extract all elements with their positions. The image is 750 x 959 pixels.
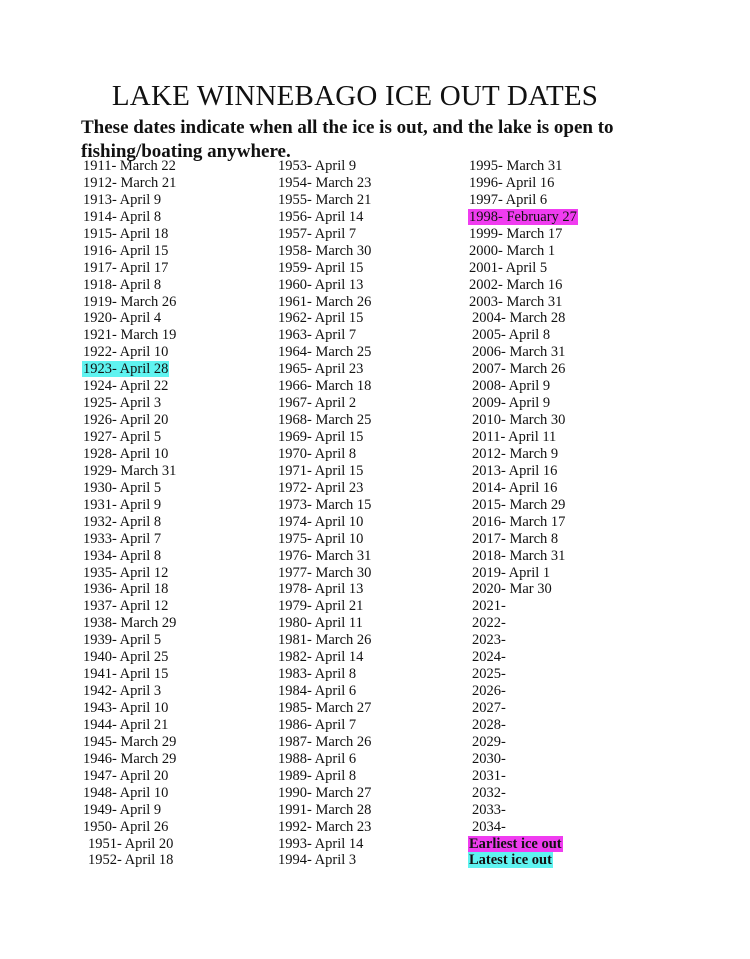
ice-out-date-text: 2024- — [472, 649, 506, 666]
ice-out-entry — [277, 344, 372, 361]
ice-out-date-text: 1946- March 29 — [83, 750, 177, 767]
ice-out-date-text: 1985- March 27 — [278, 700, 372, 716]
ice-out-entry — [277, 243, 372, 260]
ice-out-entry — [468, 294, 578, 311]
ice-out-entry — [468, 226, 578, 243]
ice-out-entry — [82, 852, 177, 869]
ice-out-entry — [82, 243, 177, 260]
ice-out-entry — [468, 514, 578, 531]
ice-out-entry — [277, 751, 372, 768]
ice-out-entry — [468, 751, 578, 768]
ice-out-date-text: 1974- April 10 — [278, 513, 364, 530]
ice-out-entry — [82, 192, 177, 209]
ice-out-entry — [82, 497, 177, 514]
ice-out-entry — [277, 158, 372, 175]
ice-out-date-text: 1960- April 13 — [278, 276, 364, 293]
ice-out-entry — [468, 446, 578, 463]
ice-out-entry — [82, 717, 177, 734]
ice-out-date-text: 1927- April 5 — [83, 429, 162, 445]
ice-out-entry — [82, 260, 177, 277]
ice-out-date-text: 1971- April 15 — [278, 462, 364, 479]
ice-out-date-text: 1938- March 29 — [83, 615, 177, 632]
ice-out-date-text: 2026- — [472, 683, 506, 700]
ice-out-date-text: 1936- April 18 — [83, 581, 169, 598]
legend-earliest-label: Earliest ice out — [469, 835, 562, 852]
ice-out-entry — [277, 361, 372, 378]
ice-out-date-text: 1923- April 28 — [83, 361, 169, 378]
ice-out-entry — [82, 429, 177, 446]
ice-out-entry — [277, 175, 372, 192]
ice-out-entry — [277, 565, 372, 582]
ice-out-entry — [82, 209, 177, 226]
ice-out-date-text: 1950- April 26 — [83, 818, 169, 835]
ice-out-date-text: 1944- April 21 — [83, 716, 169, 733]
ice-out-date-text: 1961- March 26 — [278, 293, 372, 310]
ice-out-date-text: 2034- — [472, 818, 506, 835]
ice-out-date-text: 1916- April 15 — [83, 242, 169, 259]
ice-out-date-text: 1990- March 27 — [278, 784, 372, 801]
ice-out-entry — [468, 209, 578, 226]
ice-out-date-text: 1932- April 8 — [83, 513, 162, 530]
ice-out-date-text: 2004- March 28 — [472, 310, 566, 327]
ice-out-entry — [468, 615, 578, 632]
ice-out-entry — [277, 497, 372, 514]
ice-out-entry — [82, 598, 177, 615]
ice-out-date-text: 2032- — [472, 784, 506, 801]
ice-out-entry — [468, 531, 578, 548]
ice-out-entry — [277, 700, 372, 717]
ice-out-date-text: 1998- February 27 — [469, 208, 577, 225]
ice-out-date-text: 1935- April 12 — [83, 564, 169, 581]
ice-out-entry — [277, 429, 372, 446]
ice-out-entry — [82, 412, 177, 429]
ice-out-entry — [277, 378, 372, 395]
ice-out-date-text: 1963- April 7 — [278, 327, 357, 344]
ice-out-date-text: 1976- March 31 — [278, 547, 372, 564]
ice-out-date-text: 1979- April 21 — [278, 598, 364, 615]
ice-out-date-text: 1977- March 30 — [278, 564, 372, 581]
ice-out-entry — [277, 598, 372, 615]
ice-out-entry — [468, 785, 578, 802]
ice-out-date-text: 2001- April 5 — [469, 259, 548, 276]
ice-out-date-text: 1929- March 31 — [83, 462, 177, 479]
ice-out-date-text: 2021- — [472, 598, 506, 615]
ice-out-date-text: 1968- March 25 — [278, 412, 372, 429]
ice-out-entry — [277, 294, 372, 311]
ice-out-entry — [82, 446, 177, 463]
ice-out-entry — [82, 310, 177, 327]
ice-out-entry — [468, 768, 578, 785]
ice-out-date-text: 2029- — [472, 733, 506, 750]
ice-out-entry — [468, 310, 578, 327]
ice-out-entry — [468, 378, 578, 395]
ice-out-entry — [82, 751, 177, 768]
ice-out-date-text: 1992- March 23 — [278, 818, 372, 835]
ice-out-date-text: 2014- April 16 — [472, 479, 558, 496]
ice-out-date-text: 1966- March 18 — [278, 378, 372, 395]
dates-column-3 — [468, 158, 578, 869]
ice-out-date-text: 1972- April 23 — [278, 479, 364, 496]
ice-out-entry — [277, 802, 372, 819]
ice-out-entry — [468, 395, 578, 412]
ice-out-date-text: 2023- — [472, 632, 506, 649]
ice-out-entry — [277, 852, 372, 869]
ice-out-date-text: 2015- March 29 — [472, 496, 566, 513]
ice-out-entry — [468, 344, 578, 361]
ice-out-entry — [468, 548, 578, 565]
ice-out-entry — [277, 819, 372, 836]
ice-out-entry — [468, 565, 578, 582]
ice-out-date-text: 2000- March 1 — [469, 242, 556, 259]
ice-out-date-text: 1951- April 20 — [88, 835, 174, 852]
ice-out-date-text: 1911- March 22 — [83, 158, 176, 174]
ice-out-entry — [82, 615, 177, 632]
ice-out-date-text: 1958- March 30 — [278, 242, 372, 259]
ice-out-date-text: 1997- April 6 — [469, 191, 548, 208]
ice-out-date-text: 1948- April 10 — [83, 784, 169, 801]
ice-out-date-text: 1980- April 11 — [278, 615, 363, 632]
ice-out-date-text: 1931- April 9 — [83, 496, 162, 513]
ice-out-entry — [468, 175, 578, 192]
dates-column-2 — [277, 158, 372, 869]
ice-out-date-text: 2019- April 1 — [472, 564, 551, 581]
ice-out-date-text: 1918- April 8 — [83, 276, 162, 293]
ice-out-date-text: 1991- March 28 — [278, 801, 372, 818]
ice-out-date-text: 1941- April 15 — [83, 666, 169, 683]
ice-out-date-text: 1912- March 21 — [83, 174, 177, 191]
ice-out-entry — [468, 819, 578, 836]
ice-out-entry — [277, 514, 372, 531]
ice-out-entry — [82, 175, 177, 192]
ice-out-entry — [277, 717, 372, 734]
ice-out-entry — [82, 514, 177, 531]
ice-out-date-text: 1959- April 15 — [278, 259, 364, 276]
ice-out-date-text: 1996- April 16 — [469, 174, 555, 191]
ice-out-entry — [82, 802, 177, 819]
ice-out-date-text: 2006- March 31 — [472, 344, 566, 361]
ice-out-date-text: 2022- — [472, 615, 506, 632]
ice-out-entry — [277, 463, 372, 480]
ice-out-entry — [277, 327, 372, 344]
legend-latest — [468, 852, 578, 869]
ice-out-date-text: 1962- April 15 — [278, 310, 364, 327]
ice-out-date-text: 1994- April 3 — [278, 852, 357, 869]
ice-out-date-text: 1987- March 26 — [278, 733, 372, 750]
ice-out-entry — [468, 497, 578, 514]
ice-out-entry — [468, 327, 578, 344]
ice-out-entry — [82, 836, 177, 853]
ice-out-date-text: 1914- April 8 — [83, 208, 162, 225]
ice-out-date-text: 1913- April 9 — [83, 191, 162, 208]
ice-out-entry — [468, 598, 578, 615]
ice-out-date-text: 1954- March 23 — [278, 174, 372, 191]
ice-out-date-text: 1942- April 3 — [83, 683, 162, 700]
ice-out-entry — [468, 734, 578, 751]
ice-out-entry — [82, 327, 177, 344]
ice-out-entry — [277, 480, 372, 497]
ice-out-date-text: 1969- April 15 — [278, 429, 364, 445]
ice-out-date-text: 1983- April 8 — [278, 666, 357, 683]
ice-out-entry — [82, 158, 177, 175]
ice-out-entry — [277, 785, 372, 802]
ice-out-date-text: 1940- April 25 — [83, 649, 169, 666]
ice-out-date-text: 1947- April 20 — [83, 767, 169, 784]
ice-out-entry — [277, 548, 372, 565]
ice-out-entry — [82, 294, 177, 311]
ice-out-entry — [277, 395, 372, 412]
ice-out-date-text: 1995- March 31 — [469, 158, 563, 174]
ice-out-entry — [82, 785, 177, 802]
ice-out-entry — [468, 649, 578, 666]
ice-out-entry — [82, 768, 177, 785]
ice-out-date-text: 1949- April 9 — [83, 801, 162, 818]
ice-out-entry — [82, 548, 177, 565]
page-title: LAKE WINNEBAGO ICE OUT DATES — [111, 80, 599, 112]
ice-out-entry — [82, 632, 177, 649]
ice-out-entry — [277, 209, 372, 226]
ice-out-entry — [277, 192, 372, 209]
ice-out-date-text: 1956- April 14 — [278, 208, 364, 225]
ice-out-entry — [82, 463, 177, 480]
ice-out-entry — [468, 632, 578, 649]
ice-out-entry — [277, 531, 372, 548]
ice-out-date-text: 1919- March 26 — [83, 293, 177, 310]
ice-out-date-text: 1928- April 10 — [83, 445, 169, 462]
ice-out-entry — [468, 717, 578, 734]
ice-out-date-text: 1970- April 8 — [278, 445, 357, 462]
ice-out-date-text: 2025- — [472, 666, 506, 683]
ice-out-date-text: 1937- April 12 — [83, 598, 169, 615]
ice-out-entry — [468, 260, 578, 277]
ice-out-entry — [468, 480, 578, 497]
ice-out-entry — [468, 277, 578, 294]
legend-earliest — [468, 836, 578, 853]
ice-out-entry — [82, 226, 177, 243]
ice-out-date-text: 1915- April 18 — [83, 225, 169, 242]
ice-out-date-text: 2016- March 17 — [472, 513, 566, 530]
ice-out-entry — [468, 666, 578, 683]
ice-out-entry — [277, 734, 372, 751]
ice-out-date-text: 2020- Mar 30 — [472, 581, 552, 598]
ice-out-entry — [82, 531, 177, 548]
ice-out-date-text: 1943- April 10 — [83, 700, 169, 716]
ice-out-date-text: 1973- March 15 — [278, 496, 372, 513]
ice-out-date-text: 1939- April 5 — [83, 632, 162, 649]
ice-out-date-text: 2011- April 11 — [472, 429, 557, 445]
ice-out-date-text: 2017- March 8 — [472, 530, 559, 547]
ice-out-date-text: 1986- April 7 — [278, 716, 357, 733]
ice-out-entry — [468, 429, 578, 446]
ice-out-entry — [82, 666, 177, 683]
ice-out-date-text: 1920- April 4 — [83, 310, 162, 327]
ice-out-entry — [277, 615, 372, 632]
ice-out-entry — [82, 565, 177, 582]
ice-out-date-text: 1924- April 22 — [83, 378, 169, 395]
ice-out-entry — [82, 819, 177, 836]
ice-out-entry — [277, 632, 372, 649]
ice-out-date-text: 1981- March 26 — [278, 632, 372, 649]
ice-out-entry — [277, 226, 372, 243]
ice-out-entry — [277, 768, 372, 785]
ice-out-entry — [468, 802, 578, 819]
ice-out-date-text: 1934- April 8 — [83, 547, 162, 564]
ice-out-date-text: 2018- March 31 — [472, 547, 566, 564]
ice-out-date-text: 1953- April 9 — [278, 158, 357, 174]
ice-out-entry — [468, 463, 578, 480]
ice-out-entry — [277, 260, 372, 277]
ice-out-date-text: 2003- March 31 — [469, 293, 563, 310]
ice-out-date-text: 1926- April 20 — [83, 412, 169, 429]
ice-out-entry — [277, 310, 372, 327]
ice-out-entry — [82, 649, 177, 666]
subtitle: These dates indicate when all the ice is out, and the lake is open to fishing/boating anywhere. — [81, 117, 614, 162]
ice-out-date-text: 1955- March 21 — [278, 191, 372, 208]
ice-out-date-text: 2010- March 30 — [472, 412, 566, 429]
ice-out-entry — [82, 395, 177, 412]
ice-out-date-text: 1921- March 19 — [83, 327, 177, 344]
ice-out-date-text: 1982- April 14 — [278, 649, 364, 666]
ice-out-date-text: 1999- March 17 — [469, 225, 563, 242]
ice-out-entry — [468, 361, 578, 378]
ice-out-entry — [82, 700, 177, 717]
ice-out-entry — [277, 446, 372, 463]
ice-out-date-text: 1917- April 17 — [83, 259, 169, 276]
ice-out-date-text: 1922- April 10 — [83, 344, 169, 361]
ice-out-date-text: 1964- March 25 — [278, 344, 372, 361]
ice-out-date-text: 2030- — [472, 750, 506, 767]
ice-out-entry — [82, 361, 177, 378]
ice-out-entry — [82, 734, 177, 751]
ice-out-date-text: 1975- April 10 — [278, 530, 364, 547]
ice-out-date-text: 2007- March 26 — [472, 361, 566, 378]
ice-out-entry — [277, 836, 372, 853]
ice-out-date-text: 2005- April 8 — [472, 327, 551, 344]
ice-out-date-text: 2002- March 16 — [469, 276, 563, 293]
ice-out-entry — [82, 581, 177, 598]
ice-out-entry — [277, 412, 372, 429]
ice-out-date-text: 1988- April 6 — [278, 750, 357, 767]
ice-out-entry — [277, 581, 372, 598]
ice-out-entry — [82, 480, 177, 497]
ice-out-date-text: 1957- April 7 — [278, 225, 357, 242]
ice-out-date-text: 1930- April 5 — [83, 479, 162, 496]
ice-out-date-text: 2033- — [472, 801, 506, 818]
ice-out-entry — [277, 277, 372, 294]
ice-out-date-text: 1933- April 7 — [83, 530, 162, 547]
ice-out-entry — [82, 277, 177, 294]
ice-out-entry — [277, 683, 372, 700]
ice-out-entry — [468, 192, 578, 209]
ice-out-entry — [468, 683, 578, 700]
ice-out-date-text: 1984- April 6 — [278, 683, 357, 700]
ice-out-date-text: 1993- April 14 — [278, 835, 364, 852]
ice-out-date-text: 1925- April 3 — [83, 395, 162, 412]
ice-out-date-text: 2027- — [472, 700, 506, 716]
dates-column-1 — [82, 158, 177, 869]
ice-out-entry — [82, 378, 177, 395]
ice-out-date-text: 2031- — [472, 767, 506, 784]
ice-out-date-text: 2012- March 9 — [472, 445, 559, 462]
ice-out-entry — [468, 158, 578, 175]
ice-out-entry — [468, 581, 578, 598]
ice-out-date-text: 1978- April 13 — [278, 581, 364, 598]
ice-out-entry — [468, 700, 578, 717]
ice-out-entry — [82, 344, 177, 361]
ice-out-date-text: 2013- April 16 — [472, 462, 558, 479]
ice-out-entry — [277, 666, 372, 683]
ice-out-date-text: 1967- April 2 — [278, 395, 357, 412]
ice-out-entry — [82, 683, 177, 700]
ice-out-entry — [277, 649, 372, 666]
ice-out-entry — [468, 412, 578, 429]
ice-out-entry — [468, 243, 578, 260]
ice-out-date-text: 1945- March 29 — [83, 733, 177, 750]
ice-out-date-text: 1989- April 8 — [278, 767, 357, 784]
ice-out-date-text: 1952- April 18 — [88, 852, 174, 869]
ice-out-date-text: 2009- April 9 — [472, 395, 551, 412]
legend-latest-label: Latest ice out — [469, 852, 552, 869]
ice-out-date-text: 2028- — [472, 716, 506, 733]
ice-out-date-text: 1965- April 23 — [278, 361, 364, 378]
ice-out-date-text: 2008- April 9 — [472, 378, 551, 395]
